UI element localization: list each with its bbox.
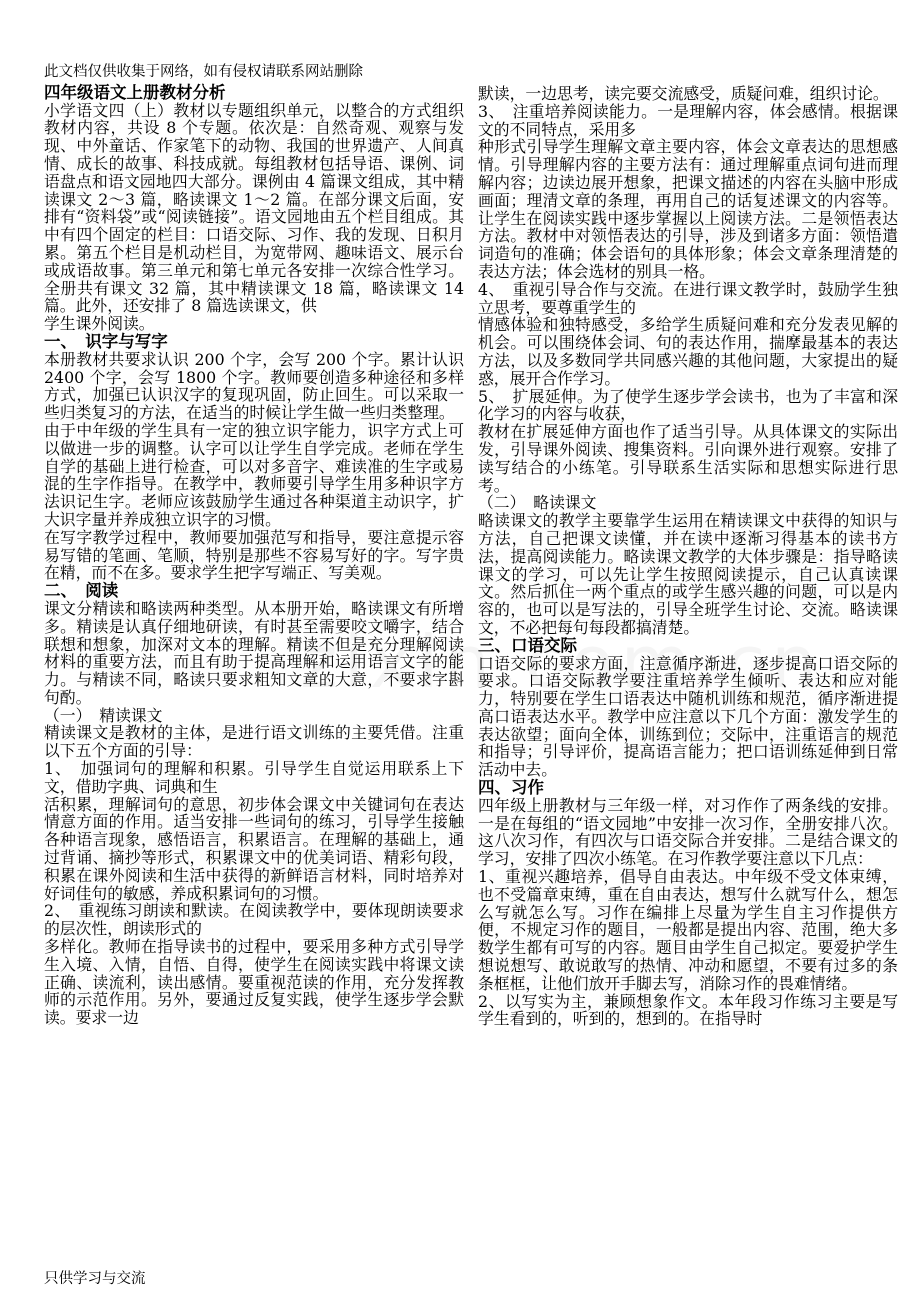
header-note: 此文档仅供收集于网络，如有侵权请联系网站删除 <box>44 64 363 80</box>
writing-paragraph-2: 1、重视兴趣培养，倡导自由表达。中年级不受文体束缚，也不受篇章束缚，重在自由表达，想写什么就写什么，想怎么写就怎么写。习作在编排上尽量为学生自主习作提供方便，不规定习作的题目，一般都是提出内容、范围，绝大多数学生都有可写的内容。题目由学生自己拟定。要爱护学生想说想写、敢说敢写的热情、冲动和愿望，不要有过多的条条框框，让他们放开手脚去写，消除习作的畏难情绪。 <box>478 867 898 993</box>
point-5-lead: 5、 扩展延伸。为了使学生逐步学会读书，也为了丰富和深化学习的内容与收获， <box>478 386 898 424</box>
intro-paragraph-tail: 学生课外阅读。 <box>44 314 155 334</box>
writing-paragraph-1: 四年级上册教材与三年级一样，对习作作了两条线的安排。一是在每组的“语文园地”中安排一次习作，全册安排八次。这八次习作，有四次与口语交际合并安排。二是结合课文的学习，安排了四次小练笔。在习作教学要注意以下几点： <box>478 795 898 869</box>
literacy-paragraph-1: 本册教材共要求认识 200 个字，会写 200 个字。累计认识 2400 个字，会写 1800 个字。教师要创造多种途径和多样方式，加强已认识汉字的复现巩固，防止回生。可以采取一些归类复习的方法，在适当的时候让学生做一些归类整理。 <box>44 349 464 423</box>
point-2-lead: 2、 重视练习朗读和默读。在阅读教学中，要体现朗读要求的层次性，朗读形式的 <box>44 901 464 939</box>
point-4-body: 情感体验和独特感受，多给学生质疑问难和充分发表见解的机会。可以围绕体会词、句的表达作用，揣摩最基本的表达方法，以及多数同学共同感兴趣的其他问题，大家提出的疑惑，展开合作学习。 <box>478 315 898 388</box>
point-1-body: 活积累，理解词句的意思，初步体会课文中关键词句在表达情意方面的作用。适当安排一些词句的练习，引导学生接触各种语言现象，感悟语言，积累语言。在理解的基础上，通过背诵、摘抄等形式，积累课文中的优美词语、精彩句段，积累在课外阅读和生活中获得的新鲜语言材料，同时培养对好词佳句的敏感，养成积累词句的习惯。 <box>44 794 464 903</box>
point-2-body: 多样化。教师在指导读书的过程中，要采用多种方式引导学生入境、入情，自悟、自得，使学生在阅读实践中将课文读正确、读流利，读出感情。要重视范读的作用，充分发挥教师的示范作用。另外，要通过反复实践，使学生逐步学会默读。要求一边 <box>44 937 464 1028</box>
document-title: 四年级语文上册教材分析 <box>44 82 226 102</box>
point-4-lead: 4、 重视引导合作与交流。在进行课文教学时，鼓励学生独立思考，要尊重学生的 <box>478 279 898 317</box>
literacy-paragraph-2: 由于中年级的学生具有一定的独立识字能力，识字方式上可以做进一步的调整。认字可以让学生自学完成。老师在学生自学的基础上进行检查，可以对多音字、难读准的生字或易混的生字作指导。在教学中，教师要引导学生用多种识字方法识记生字。老师应该鼓励学生通过各种渠道主动识字，扩大识字量并养成独立识字的习惯。 <box>44 420 464 529</box>
section-heading-writing: 四、习作 <box>478 778 544 798</box>
left-column <box>44 64 464 1027</box>
footer-note: 只供学习与交流 <box>44 1271 146 1287</box>
section-heading-oral: 三、口语交际 <box>478 635 577 655</box>
literacy-paragraph-3: 在写字教学过程中，教师要加强范写和指导，要注意提示容易写错的笔画、笔顺，特别是那些不容易写好的字。写字贵在精，而不在多。要求学生把字写端正、写美观。 <box>44 527 464 583</box>
point-2-continued: 默读，一边思考，读完要交流感受，质疑问难，组织讨论。 <box>478 84 889 103</box>
writing-paragraph-3: 2、以写实为主，兼顾想象作文。本年段习作练习主要是写学生看到的，听到的，想到的。在指导时 <box>478 991 898 1029</box>
point-1-lead: 1、 加强词句的理解和积累。引导学生自觉运用联系上下文，借助字典、词典和生 <box>44 759 464 796</box>
section-heading-reading: 二、 阅读 <box>44 581 119 601</box>
subheading-skim-reading: （二） 略读课文 <box>478 493 597 513</box>
point-3-lead: 3、 注重培养阅读能力。一是理解内容，体会感情。根据课文的不同特点，采用多 <box>478 101 898 139</box>
reading-paragraph-1: 课文分精读和略读两种类型。从本册开始，略读课文有所增多。精读是认真仔细地研读，有时甚至需要咬文嚼字，结合联想和想象，加深对文本的理解。精读不但是充分理解阅读材料的重要方法，而且有助于提高理解和运用语言文字的能力。与精读不同，略读只要求粗知文章的大意，不要求字斟句酌。 <box>44 598 464 707</box>
intensive-reading-intro: 精读课文是教材的主体，是进行语文训练的主要凭借。注重以下五个方面的引导： <box>44 723 464 761</box>
right-column <box>478 85 898 1028</box>
point-3-body: 种形式引导学生理解文章主要内容，体会文章表达的思想感情。引导理解内容的主要方法有：通过理解重点词句进而理解内容；边读边展开想象，把课文描述的内容在头脑中形成画面；理清文章的条理，再用自己的话复述课文的内容等。让学生在阅读实践中逐步掌握以上阅读方法。二是领悟表达方法。教材中对领悟表达的引导，涉及到诸多方面：领悟遣词造句的准确；体会语句的具体形象；体会文章条理清楚的表达方法；体会选材的别具一格。 <box>478 137 898 281</box>
intro-paragraph: 小学语文四（上）教材以专题组织单元，以整合的方式组织教材内容，共设 8 个专题。依次是：自然奇观、观察与发现、中外童话、作家笔下的动物、我国的世界遗产、人间真情、成长的故事、科技成就。每组教材包括导语、课例、词语盘点和语文园地四大部分。课例由 4 篇课文组成，其中精读课文 2～3 篇，略读课文 1～2 篇。在部分课文后面，安排有“资料袋”或“阅读链接”。语文园地由五个栏目组成。其中有四个固定的栏目：口语交际、习作、我的发现、日积月累。第五个栏目是机动栏目，为宽带网、趣味语文、展示台或成语故事。第三单元和第七单元各安排一次综合性学习。全册共有课文 32 篇，其中精读课文 18 篇，略读课文 14 篇。此外，还安排了 8 篇选读课文，供 <box>44 100 464 316</box>
skim-reading-paragraph: 略读课文的教学主要靠学生运用在精读课文中获得的知识与方法，自己把课文读懂，并在读中逐渐习得基本的读书方法，提高阅读能力。略读课文教学的大体步骤是：指导略读课文的学习，可以先让学生按照阅读提示，自己认真读课文。然后抓住一两个重点的或学生感兴趣的问题，可以是内容的，也可以是写法的，引导全班学生讨论、交流。略读课文，不必把每句每段都搞清楚。 <box>478 511 898 637</box>
subheading-intensive-reading: （一） 精读课文 <box>44 705 163 725</box>
oral-paragraph: 口语交际的要求方面，注意循序渐进，逐步提高口语交际的要求。口语交际教学要注重培养学生倾听、表达和应对能力，特别要在学生口语表达中随机训练和规范，循序渐进提高口语表达水平。教学中应注意以下几个方面：激发学生的表达欲望；面向全体，训练到位；交际中，注重语言的规范和指导；引导评价，提高语言能力；把口语训练延伸到日常活动中去。 <box>478 653 898 780</box>
point-5-body: 教材在扩展延伸方面也作了适当引导。从具体课文的实际出发，引导课外阅读、搜集资料。引向课外进行观察。安排了读写结合的小练笔。引导联系生活实际和思想实际进行思考。 <box>478 422 898 495</box>
section-heading-literacy: 一、 识字与写字 <box>44 331 168 351</box>
